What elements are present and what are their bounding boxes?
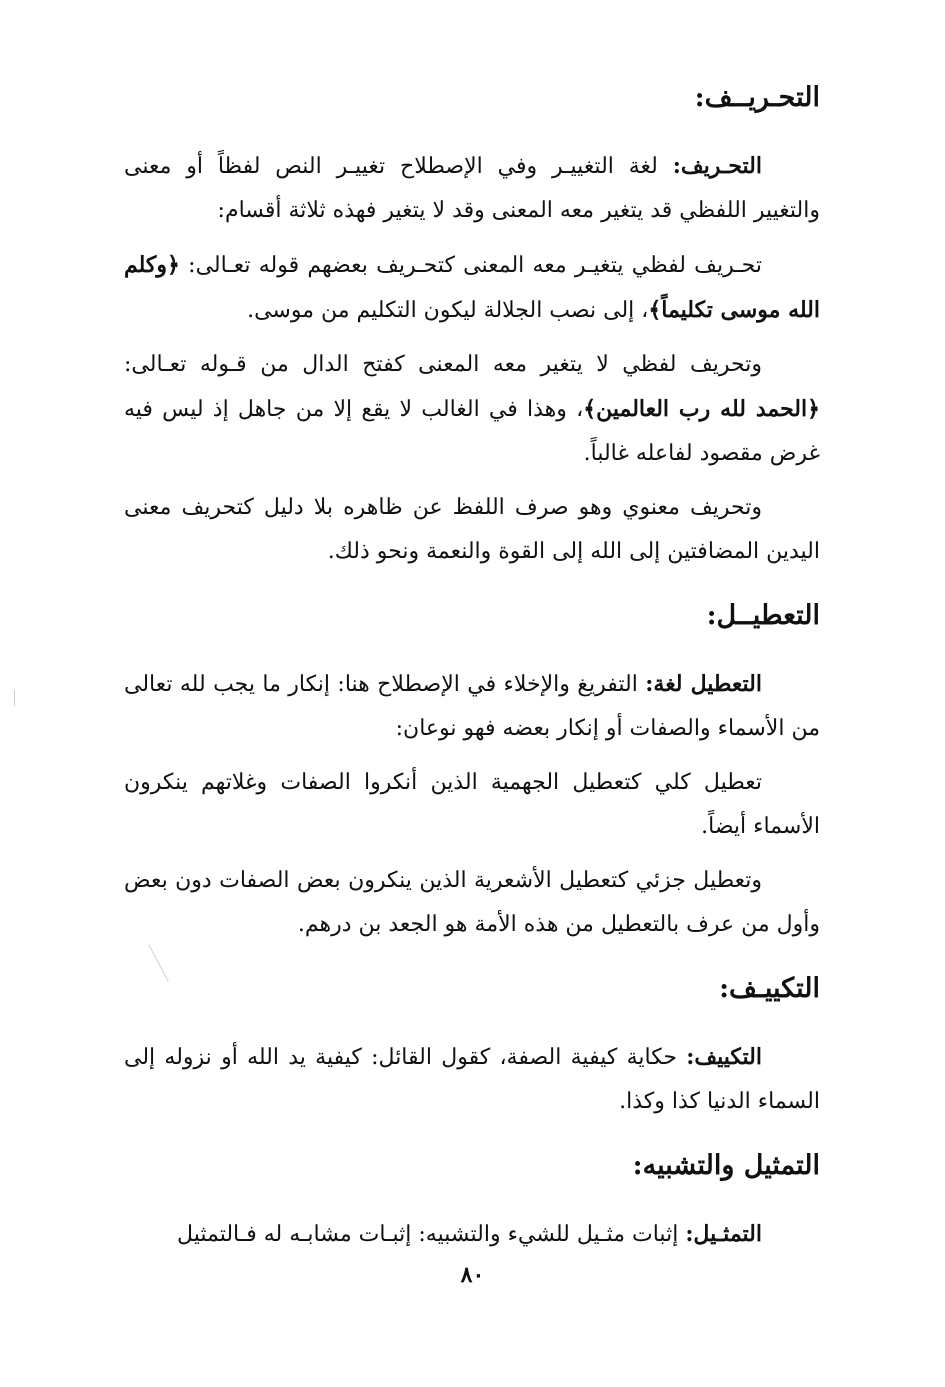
paragraph-text: التفريغ والإخلاء في الإصطلاح هنا: إنكار ما يجب لله تعالى من الأسماء والصفات أو إنكار بعضه فهو نوعان: <box>124 672 820 741</box>
paragraph-text: حكاية كيفية الصفة، كقول القائل: كيفية يد الله أو نزوله إلى السماء الدنيا كذا وكذا. <box>124 1045 820 1114</box>
paragraph-text: وتحريف لفظي لا يتغير معه المعنى كفتح الدال من قـوله تعـالى: <box>124 352 762 377</box>
section-heading-tamthil: التمثيل والتشبيه: <box>632 1150 820 1181</box>
paragraph-tatil-juzi <box>124 859 820 947</box>
term-tatil: التعطيل لغة: <box>645 671 762 697</box>
page-number: ٨٠ <box>460 1262 485 1288</box>
term-takyif: التكييف: <box>686 1044 762 1070</box>
paragraph-tatil-kulli <box>124 761 820 849</box>
quran-quote: ﴿وكلم الله موسى تكليماً﴾ <box>124 252 820 323</box>
paragraph-text: إثبات مثـيل للشيء والتشبيه: إثبـات مشابـه له فـالتمثيل <box>177 1222 686 1247</box>
paragraph-tatil-definition <box>124 662 820 751</box>
quran-quote: ﴿الحمد لله رب العالمين﴾ <box>583 396 820 422</box>
paragraph-text: تعطيل كلي كتعطيل الجهمية الذين أنكروا الصفات وغلاتهم ينكرون الأسماء أيضاً. <box>124 770 820 839</box>
paragraph-text: تحـريف لفظي يتغيـر معه المعنى كتحـريف بعضهم قوله تعـالى: <box>188 253 762 278</box>
paragraph-tahrif-definition <box>124 144 820 233</box>
term-tamthil: التمثـيل: <box>685 1221 762 1247</box>
section-heading-tahrif: التحـريــف: <box>694 82 820 113</box>
paragraph-text: لغة التغييـر وفي الإصطلاح تغييـر النص لفظاً أو معنى والتغيير اللفظي قد يتغير معه المعنى وقد لا يتغير فهذه ثلاثة أقسام: <box>124 154 820 223</box>
section-heading-takyif: التكييـف: <box>719 973 820 1004</box>
paragraph-text: وتعطيل جزئي كتعطيل الأشعرية الذين ينكرون بعض الصفات دون بعض وأول من عرف بالتعطيل من هذه الأمة هو الجعد بن درهم. <box>124 868 820 937</box>
paragraph-text: ، وهذا في الغالب لا يقع إلا من جاهل إذ ليس فيه غرض مقصود لفاعله غالباً. <box>124 397 820 466</box>
paragraph-takyif-definition <box>124 1035 820 1124</box>
paragraph-text: وتحريف معنوي وهو صرف اللفظ عن ظاهره بلا دليل كتحريف معنى اليدين المضافتين إلى الله إلى القوة والنعمة ونحو ذلك. <box>124 495 820 564</box>
term-tahrif: التحـريف: <box>672 153 762 179</box>
paragraph-text: ، إلى نصب الجلالة ليكون التكليم من موسى. <box>247 298 649 323</box>
paragraph-tahrif-lafzi-2 <box>124 343 820 476</box>
paragraph-tahrif-lafzi-1 <box>124 243 820 333</box>
scan-artifact <box>14 690 15 706</box>
paragraph-tamthil-definition <box>124 1212 820 1257</box>
paragraph-tahrif-manawi <box>124 486 820 574</box>
text-column <box>124 78 820 1257</box>
section-heading-tatil: التعطيــل: <box>706 600 820 631</box>
